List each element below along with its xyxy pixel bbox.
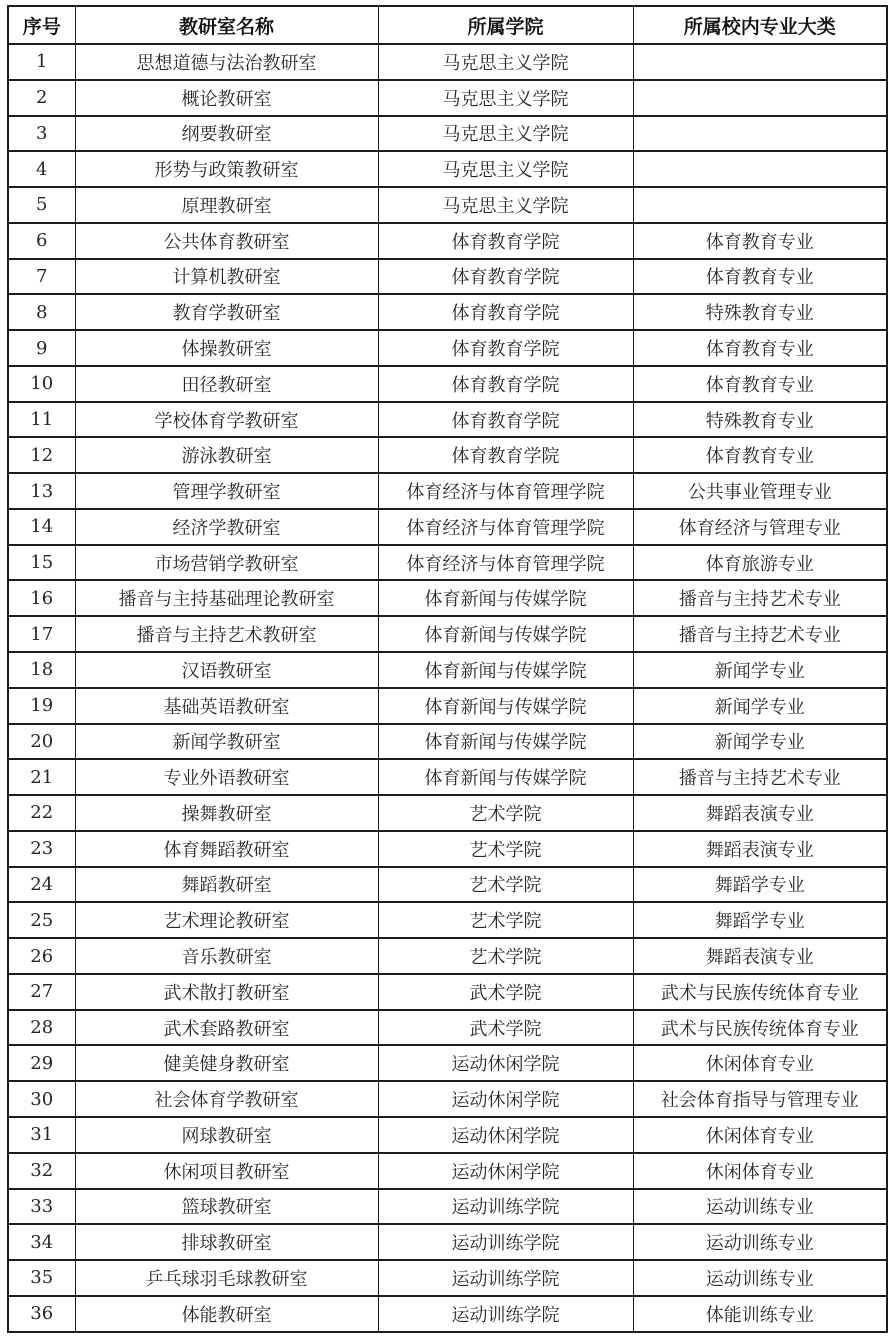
cell-category: 体育教育专业: [633, 330, 887, 366]
cell-college: 马克思主义学院: [378, 116, 633, 152]
table-row: [8, 223, 887, 259]
cell-name: 健美健身教研室: [75, 1045, 378, 1081]
table-body: [8, 44, 887, 1332]
table-row: [8, 724, 887, 760]
cell-college: 马克思主义学院: [378, 80, 633, 116]
cell-no: 7: [8, 259, 75, 295]
table-row: [8, 509, 887, 545]
cell-college: 体育教育学院: [378, 294, 633, 330]
table-row: [8, 1117, 887, 1153]
cell-no: 5: [8, 187, 75, 223]
cell-no: 14: [8, 509, 75, 545]
table-row: [8, 259, 887, 295]
cell-college: 艺术学院: [378, 902, 633, 938]
cell-no: 31: [8, 1117, 75, 1153]
table-row: [8, 294, 887, 330]
cell-college: 运动训练学院: [378, 1189, 633, 1225]
cell-name: 排球教研室: [75, 1224, 378, 1260]
cell-college: 运动休闲学院: [378, 1153, 633, 1189]
cell-no: 10: [8, 366, 75, 402]
cell-name: 原理教研室: [75, 187, 378, 223]
cell-category: 舞蹈表演专业: [633, 795, 887, 831]
table-row: [8, 473, 887, 509]
cell-no: 21: [8, 759, 75, 795]
cell-name: 专业外语教研室: [75, 759, 378, 795]
cell-no: 8: [8, 294, 75, 330]
cell-college: 运动休闲学院: [378, 1081, 633, 1117]
cell-no: 33: [8, 1189, 75, 1225]
cell-college: 体育新闻与传媒学院: [378, 688, 633, 724]
cell-name: 武术散打教研室: [75, 974, 378, 1010]
table-row: [8, 902, 887, 938]
cell-no: 18: [8, 652, 75, 688]
cell-name: 艺术理论教研室: [75, 902, 378, 938]
table-row: [8, 330, 887, 366]
cell-name: 田径教研室: [75, 366, 378, 402]
cell-no: 6: [8, 223, 75, 259]
cell-name: 经济学教研室: [75, 509, 378, 545]
cell-no: 22: [8, 795, 75, 831]
cell-no: 28: [8, 1010, 75, 1046]
table-row: [8, 867, 887, 903]
cell-college: 艺术学院: [378, 938, 633, 974]
cell-college: 体育新闻与传媒学院: [378, 616, 633, 652]
table-row: [8, 44, 887, 80]
cell-category: 舞蹈学专业: [633, 902, 887, 938]
cell-no: 23: [8, 831, 75, 867]
cell-category: 体能训练专业: [633, 1296, 887, 1332]
cell-category: 舞蹈学专业: [633, 867, 887, 903]
column-header-category: 所属校内专业大类: [633, 6, 887, 44]
table-row: [8, 1010, 887, 1046]
cell-name: 游泳教研室: [75, 437, 378, 473]
cell-category: 特殊教育专业: [633, 402, 887, 438]
cell-category: 播音与主持艺术专业: [633, 580, 887, 616]
table-row: [8, 1045, 887, 1081]
cell-college: 体育经济与体育管理学院: [378, 473, 633, 509]
cell-name: 舞蹈教研室: [75, 867, 378, 903]
table-row: [8, 580, 887, 616]
cell-category: [633, 44, 887, 80]
table-row: [8, 366, 887, 402]
cell-college: 体育教育学院: [378, 330, 633, 366]
cell-name: 基础英语教研室: [75, 688, 378, 724]
cell-category: 新闻学专业: [633, 724, 887, 760]
cell-college: 体育新闻与传媒学院: [378, 580, 633, 616]
cell-category: 公共事业管理专业: [633, 473, 887, 509]
cell-no: 35: [8, 1260, 75, 1296]
cell-category: 运动训练专业: [633, 1189, 887, 1225]
cell-name: 教育学教研室: [75, 294, 378, 330]
cell-category: 休闲体育专业: [633, 1045, 887, 1081]
cell-college: 体育教育学院: [378, 402, 633, 438]
cell-college: 运动训练学院: [378, 1296, 633, 1332]
cell-category: [633, 116, 887, 152]
cell-no: 29: [8, 1045, 75, 1081]
table-row: [8, 545, 887, 581]
cell-name: 武术套路教研室: [75, 1010, 378, 1046]
cell-college: 运动休闲学院: [378, 1045, 633, 1081]
column-header-college: 所属学院: [378, 6, 633, 44]
table-row: [8, 1224, 887, 1260]
table-row: [8, 652, 887, 688]
cell-college: 体育教育学院: [378, 223, 633, 259]
cell-no: 16: [8, 580, 75, 616]
cell-category: 运动训练专业: [633, 1224, 887, 1260]
cell-no: 17: [8, 616, 75, 652]
cell-college: 体育新闻与传媒学院: [378, 652, 633, 688]
cell-category: 舞蹈表演专业: [633, 938, 887, 974]
cell-college: 体育新闻与传媒学院: [378, 724, 633, 760]
table-row: [8, 437, 887, 473]
cell-college: 体育教育学院: [378, 437, 633, 473]
cell-college: 体育经济与体育管理学院: [378, 509, 633, 545]
cell-no: 20: [8, 724, 75, 760]
cell-name: 播音与主持艺术教研室: [75, 616, 378, 652]
table-row: [8, 974, 887, 1010]
cell-college: 马克思主义学院: [378, 44, 633, 80]
table-row: [8, 616, 887, 652]
cell-name: 思想道德与法治教研室: [75, 44, 378, 80]
cell-name: 概论教研室: [75, 80, 378, 116]
table-row: [8, 938, 887, 974]
cell-category: 武术与民族传统体育专业: [633, 1010, 887, 1046]
cell-name: 网球教研室: [75, 1117, 378, 1153]
teaching-research-office-table: [7, 5, 888, 1333]
cell-name: 计算机教研室: [75, 259, 378, 295]
table-row: [8, 80, 887, 116]
cell-college: 马克思主义学院: [378, 187, 633, 223]
table-row: [8, 116, 887, 152]
cell-name: 新闻学教研室: [75, 724, 378, 760]
cell-name: 学校体育学教研室: [75, 402, 378, 438]
cell-name: 形势与政策教研室: [75, 151, 378, 187]
table-row: [8, 1296, 887, 1332]
header-row: [8, 6, 887, 44]
cell-college: 马克思主义学院: [378, 151, 633, 187]
cell-name: 体操教研室: [75, 330, 378, 366]
cell-college: 体育新闻与传媒学院: [378, 759, 633, 795]
cell-no: 1: [8, 44, 75, 80]
cell-name: 体育舞蹈教研室: [75, 831, 378, 867]
table-row: [8, 1153, 887, 1189]
cell-category: 体育教育专业: [633, 259, 887, 295]
cell-name: 音乐教研室: [75, 938, 378, 974]
cell-no: 12: [8, 437, 75, 473]
cell-category: 休闲体育专业: [633, 1153, 887, 1189]
cell-category: 舞蹈表演专业: [633, 831, 887, 867]
table-row: [8, 795, 887, 831]
cell-name: 篮球教研室: [75, 1189, 378, 1225]
cell-name: 操舞教研室: [75, 795, 378, 831]
cell-no: 26: [8, 938, 75, 974]
cell-category: 社会体育指导与管理专业: [633, 1081, 887, 1117]
cell-no: 3: [8, 116, 75, 152]
table-header: [8, 6, 887, 44]
cell-category: 特殊教育专业: [633, 294, 887, 330]
cell-category: 播音与主持艺术专业: [633, 759, 887, 795]
cell-name: 播音与主持基础理论教研室: [75, 580, 378, 616]
cell-category: 体育教育专业: [633, 437, 887, 473]
cell-no: 32: [8, 1153, 75, 1189]
cell-no: 27: [8, 974, 75, 1010]
cell-college: 武术学院: [378, 974, 633, 1010]
cell-name: 公共体育教研室: [75, 223, 378, 259]
cell-category: 休闲体育专业: [633, 1117, 887, 1153]
cell-college: 艺术学院: [378, 867, 633, 903]
cell-no: 19: [8, 688, 75, 724]
cell-no: 11: [8, 402, 75, 438]
cell-college: 体育经济与体育管理学院: [378, 545, 633, 581]
table-row: [8, 402, 887, 438]
table-row: [8, 1260, 887, 1296]
cell-no: 4: [8, 151, 75, 187]
cell-category: [633, 80, 887, 116]
cell-no: 13: [8, 473, 75, 509]
table-row: [8, 187, 887, 223]
cell-name: 汉语教研室: [75, 652, 378, 688]
table-row: [8, 1081, 887, 1117]
cell-category: 体育教育专业: [633, 223, 887, 259]
cell-category: [633, 151, 887, 187]
column-header-name: 教研室名称: [75, 6, 378, 44]
table-row: [8, 1189, 887, 1225]
cell-no: 25: [8, 902, 75, 938]
table-row: [8, 759, 887, 795]
cell-no: 30: [8, 1081, 75, 1117]
cell-college: 武术学院: [378, 1010, 633, 1046]
table-row: [8, 151, 887, 187]
cell-name: 体能教研室: [75, 1296, 378, 1332]
cell-name: 市场营销学教研室: [75, 545, 378, 581]
cell-category: 体育教育专业: [633, 366, 887, 402]
cell-name: 纲要教研室: [75, 116, 378, 152]
cell-name: 社会体育学教研室: [75, 1081, 378, 1117]
cell-college: 体育教育学院: [378, 366, 633, 402]
cell-college: 艺术学院: [378, 831, 633, 867]
cell-no: 2: [8, 80, 75, 116]
cell-no: 36: [8, 1296, 75, 1332]
cell-category: 体育经济与管理专业: [633, 509, 887, 545]
table-row: [8, 831, 887, 867]
cell-college: 运动训练学院: [378, 1224, 633, 1260]
cell-name: 乒乓球羽毛球教研室: [75, 1260, 378, 1296]
cell-no: 15: [8, 545, 75, 581]
cell-category: 新闻学专业: [633, 652, 887, 688]
cell-name: 管理学教研室: [75, 473, 378, 509]
cell-name: 休闲项目教研室: [75, 1153, 378, 1189]
cell-college: 艺术学院: [378, 795, 633, 831]
cell-category: 新闻学专业: [633, 688, 887, 724]
cell-category: [633, 187, 887, 223]
cell-college: 运动休闲学院: [378, 1117, 633, 1153]
cell-college: 运动训练学院: [378, 1260, 633, 1296]
cell-no: 24: [8, 867, 75, 903]
cell-category: 运动训练专业: [633, 1260, 887, 1296]
cell-college: 体育教育学院: [378, 259, 633, 295]
cell-category: 播音与主持艺术专业: [633, 616, 887, 652]
cell-category: 武术与民族传统体育专业: [633, 974, 887, 1010]
column-header-index: 序号: [8, 6, 75, 44]
table-row: [8, 688, 887, 724]
cell-no: 9: [8, 330, 75, 366]
cell-category: 体育旅游专业: [633, 545, 887, 581]
cell-no: 34: [8, 1224, 75, 1260]
